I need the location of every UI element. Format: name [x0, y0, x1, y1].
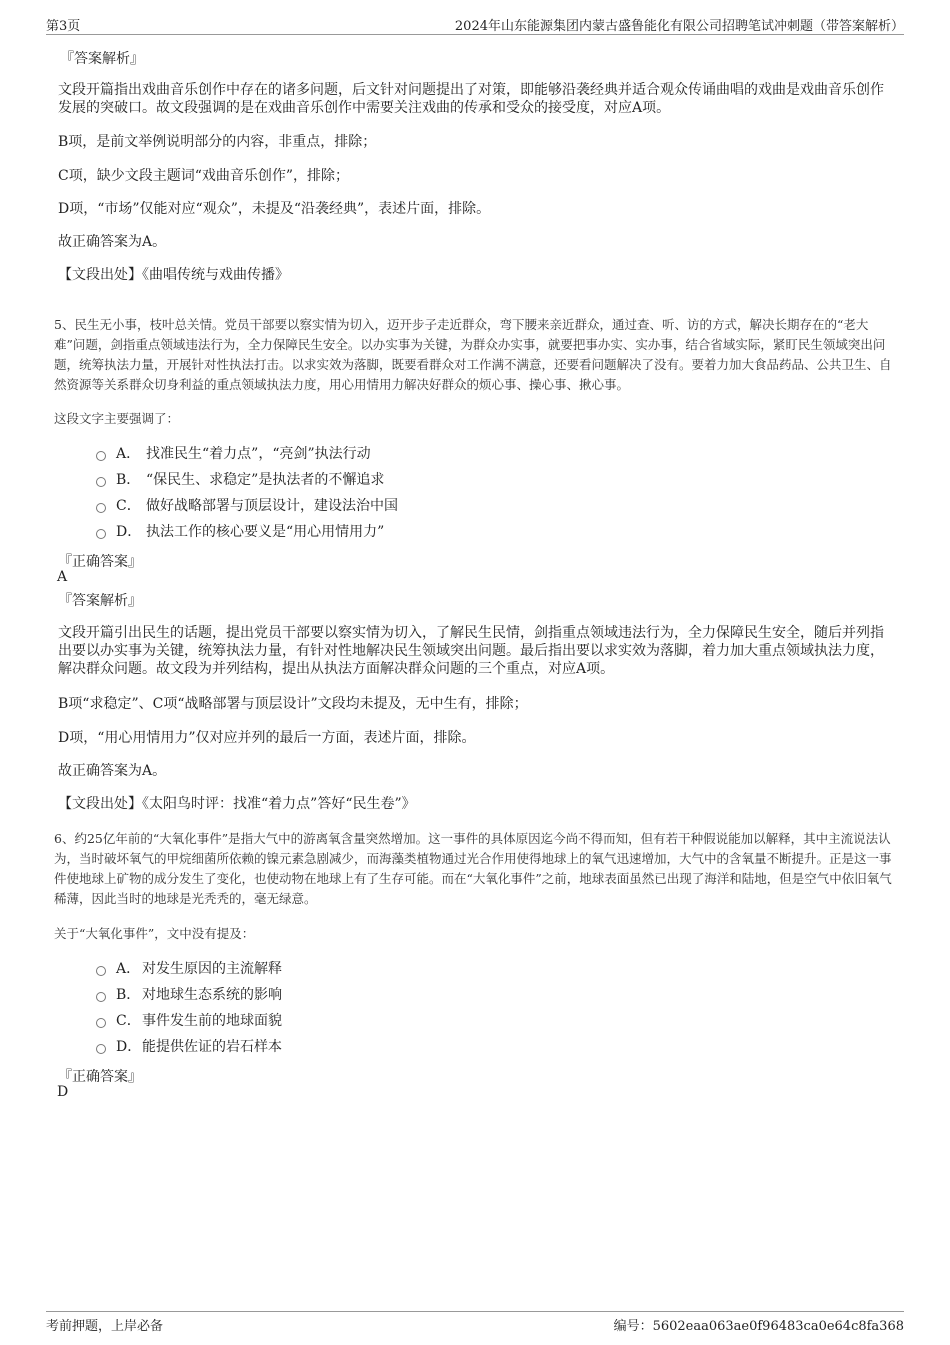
footer-slogan: 考前押题，上岸必备: [46, 1319, 164, 1334]
source-text: 【文段出处】《太阳鸟时评：找准“着力点”答好“民生卷”》: [58, 796, 416, 812]
radio-icon[interactable]: [96, 477, 106, 487]
radio-icon[interactable]: [96, 1044, 106, 1054]
analysis-option-b: B项，是前文举例说明部分的内容，非重点，排除；: [58, 134, 377, 150]
document-title: 2024年山东能源集团内蒙古盛鲁能化有限公司招聘笔试冲刺题（带答案解析）: [454, 19, 904, 34]
radio-icon[interactable]: [96, 503, 106, 513]
page-number: 第3页: [46, 19, 81, 34]
q6-option-c[interactable]: C． 事件发生前的地球面貌: [96, 1010, 282, 1030]
analysis-text: 文段开篇引出民生的话题，提出党员干部要以察实情为切入，了解民生民情，剑指重点领域违法行为，全力保障民生安全，随后并列指出要以办实事为关键，统筹执法力量，有针对性地解决民生领域突出问题。最后指出要以求实效为落脚，着力加大重点领域执法力度，解决群众问题。故文段为并列结构，提出从执法方面解决群众问题的三个重点，对应A项。: [58, 625, 884, 677]
q6-option-d[interactable]: D． 能提供佐证的岩石样本: [96, 1036, 282, 1056]
q6-option-a[interactable]: A． 对发生原因的主流解释: [96, 958, 282, 978]
conclusion-text: 故正确答案为A。: [58, 763, 167, 779]
q5-option-a[interactable]: A． 找准民生“着力点”，“亮剑”执法行动: [96, 443, 371, 463]
question-6-stem: 6、约25亿年前的“大氧化事件”是指大气中的游离氧含量突然增加。这一事件的具体原因迄今尚不得而知，但有若干种假说能加以解释，其中主流说法认为，当时破坏氧气的甲烷细菌所依赖的镍元素急剧减少，而海藻类植物通过光合作用使得地球上的氧气迅速增加，大气中的含氧量不断提升。正是这一事件使地球上矿物的成分发生了变化，也使动物在地球上有了生存可能。而在“大氧化事件”之前，地球表面虽然已出现了海洋和陆地，但是空气中依旧氧气稀薄，因此当时的地球是光秃秃的，毫无绿意。: [54, 831, 892, 906]
analysis-option-c: C项，缺少文段主题词“戏曲音乐创作”，排除；: [58, 168, 350, 184]
answer-label: 『正确答案』: [58, 554, 142, 570]
analysis-label: 『答案解析』: [58, 593, 142, 609]
answer-value: D: [57, 1084, 69, 1100]
q6-option-b[interactable]: B． 对地球生态系统的影响: [96, 984, 282, 1004]
source-text: 【文段出处】《曲唱传统与戏曲传播》: [58, 267, 289, 283]
analysis-option-d: D项，“市场”仅能对应“观众”，未提及“沿袭经典”，表述片面，排除。: [58, 201, 491, 217]
question-5-prompt: 这段文字主要强调了：: [54, 411, 180, 426]
radio-icon[interactable]: [96, 451, 106, 461]
q5-option-b[interactable]: B． “保民生、求稳定”是执法者的不懈追求: [96, 469, 384, 489]
radio-icon[interactable]: [96, 529, 106, 539]
radio-icon[interactable]: [96, 966, 106, 976]
document-id: 编号：5602eaa063ae0f96483ca0e64c8fa368: [613, 1319, 904, 1334]
radio-icon[interactable]: [96, 1018, 106, 1028]
question-5-stem: 5、民生无小事，枝叶总关情。党员干部要以察实情为切入，迈开步子走近群众，弯下腰来亲近群众，通过查、听、访的方式，解决长期存在的“老大难”问题，剑指重点领域违法行为，全力保障民生安全。以办实事为关键，为群众办实事，就要把事办实、实办事，结合省域实际，紧盯民生领域突出问题，统筹执法力量，开展针对性执法打击。以求实效为落脚，既要看群众对工作满不满意，还要看问题解决了没有。要着力加大食品药品、公共卫生、自然资源等关系群众切身利益的重点领域执法力度，用心用情用力解决好群众的烦心事、操心事、揪心事。: [54, 317, 892, 392]
conclusion-text: 故正确答案为A。: [58, 234, 167, 250]
answer-label: 『正确答案』: [58, 1069, 142, 1085]
q5-option-c[interactable]: C． 做好战略部署与顶层设计，建设法治中国: [96, 495, 398, 515]
q5-option-d[interactable]: D． 执法工作的核心要义是“用心用情用力”: [96, 521, 384, 541]
analysis-option-d: D项，“用心用情用力”仅对应并列的最后一方面，表述片面，排除。: [58, 730, 476, 746]
radio-icon[interactable]: [96, 992, 106, 1002]
page-footer: [46, 1311, 904, 1334]
page-header: [46, 14, 904, 35]
analysis-text: 文段开篇指出戏曲音乐创作中存在的诸多问题，后文针对问题提出了对策，即能够沿袭经典并适合观众传诵曲唱的戏曲是戏曲音乐创作发展的突破口。故文段强调的是在戏曲音乐创作中需要关注戏曲的传承和受众的接受度，对应A项。: [58, 82, 884, 116]
answer-value: A: [57, 569, 68, 585]
analysis-label: 『答案解析』: [60, 51, 144, 67]
analysis-option-bc: B项“求稳定”、C项“战略部署与顶层设计”文段均未提及，无中生有，排除；: [58, 696, 528, 712]
question-6-prompt: 关于“大氧化事件”，文中没有提及：: [54, 926, 255, 941]
